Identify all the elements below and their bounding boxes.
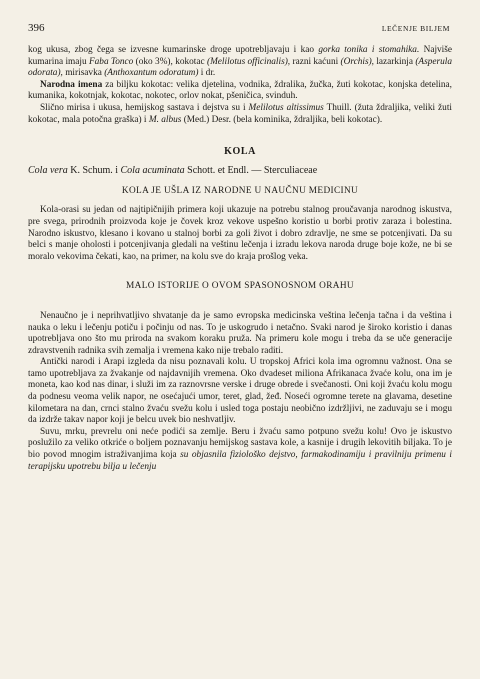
botanical-name-line: Cola vera K. Schum. i Cola acuminata Schott. et Endl. — Sterculiaceae	[28, 165, 318, 177]
related-species-paragraph: Slično mirisa i ukusa, hemijskog sastava i dejstva su i Melilotus altissimus Thuill. (žuta ždraljika, veliki žuti kokotac, mala potočna graška) i M. albus (Med.) Desr. (bela kominika, ždraljika, beli kokotac).	[28, 102, 453, 125]
history-paragraph: Antički narodi i Arapi izgleda da nisu poznavali kolu. U tropskoj Africi kola ima ogromnu važnost. Ona se tamo upotrebljava za žvakanje od najdavnijih vremena. Oko dvadeset miliona Afrikanaca žvaće kolu, ona im je moneta, kao kod nas dinar, i služi im za raznovrsne verske i druge obrede i svečanosti. Oni koji žvaću kolu mogu da podnesu veoma velik napor, ne osećajući umor, teret, glad, žeđ. Noseći ogromne terete na glavama, desetine kilometara na dan, crnci stalno žvaću svežu kolu i usled toga postaju neobično izdržljivi, ne zaduvaju se i mogu da izdrže takav napor koji je belcu uvek bio neshvatljiv.	[28, 357, 452, 426]
intro-paragraph-coumarin: kog ukusa, zbog čega se izvesne kumarinske droge upotrebljavaju i kao gorka tonika i stomahika. Najviše kumarina imaju Faba Tonco (oko 3%), kokotac (Melilotus officinalis), razni kaćuni (Orchis), lazarkinja (Asperula odorata), mirisavka (Anthoxantum odoratum) i dr.	[28, 45, 453, 79]
fresh-kola-paragraph: Suvu, mrku, prevrelu oni neće podići sa zemlje. Beru i žvaću samo potpuno svežu kolu! Ovo je iskustvo poslužilo za veliko otkriće o boljem poznavanju hemijskog sastava kole, a kasnije i drugih lekovitih biljaka. To je bio povod mnogim istraživanjima koja su objasnila fiziološko dejstvo, farmakodinamiju i pravilniju primenu i terapijsku upotrebu bilja u lečenju	[28, 426, 452, 472]
page-number: 396	[28, 22, 45, 34]
kola-heading: KOLA	[224, 146, 256, 158]
section-heading-folk-to-science: KOLA JE UŠLA IZ NARODNE U NAUČNU MEDICINU	[121, 185, 359, 196]
history-paragraph: Nenaučno je i neprihvatljivo shvatanje da je samo evropska medicinska veština lečenja tačna i da veština i nauka o leku i lečenju potiču i počinju od nas. To je uskogrudo i netačno. Svaki narod je široko koristio i danas upotrebljava ono što mu priroda na svakom koraku pruža. Na primeru kole mogu i treba da se uče generacije zdravstvenih radnika svih zemalja i vremena kako nije trebalo raditi.	[28, 310, 452, 356]
folk-names-paragraph: Narodna imena za biljku kokotac: velika djetelina, vodnika, ždralika, žučka, žuti kokotac, konjska detelina, kumanika, kokotnjak, kokotac, nokotec, orlov nokat, pšeničica, svinduh.	[28, 79, 452, 102]
running-title: LEČENJE BILJEM	[381, 24, 450, 33]
page-header	[28, 22, 450, 36]
kola-intro-paragraph: Kola-orasi su jedan od najtipičnijih primera koji ukazuje na potrebu stalnog proučavanja narodnog iskustva, pre svega, prirodnih proizvoda koje je čovek kroz vekove uspešno koristio u borbi protiv zaraza i bolestina. Narodno iskustvo, klesano i kovano u stalnoj borbi za goli život i dobro zdravlje, ne sme se potcenjivati. Da su belci s manje oholosti i potcenjivanja gledali na veštinu lečenja i izradu lekova naroda druge boje kože, ne bi se moralo vekovima čekati, kao, na primer, na kolu sve do kraja prošlog veka.	[28, 205, 452, 262]
page-body	[28, 45, 452, 473]
section-heading-history: MALO ISTORIJE O OVOM SPASONOSNOM ORAHU	[126, 281, 354, 292]
